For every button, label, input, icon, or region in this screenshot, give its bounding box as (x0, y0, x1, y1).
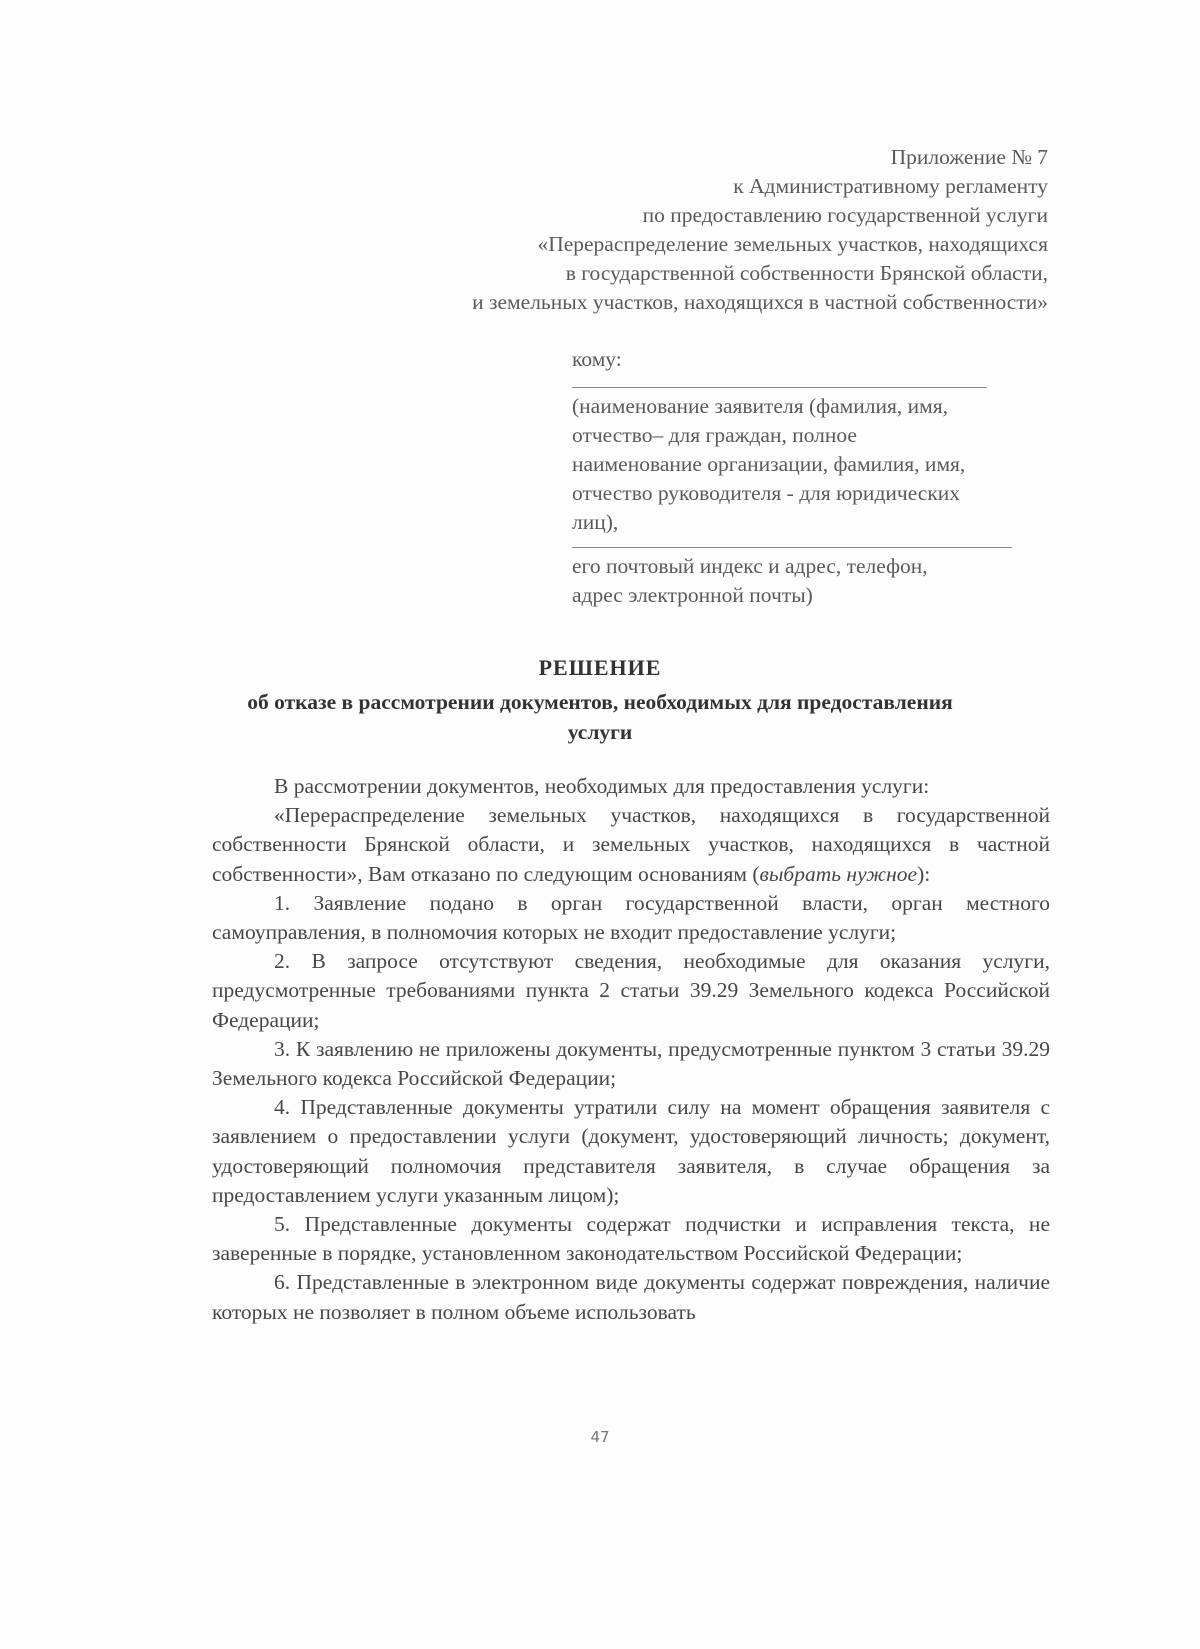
recipient-hint: лиц), (572, 510, 619, 534)
list-item: 5. Представленные документы содержат подчистки и исправления текста, не заверенные в порядке, установленном законодательством Российской Федерации; (212, 1212, 1050, 1266)
subtitle-line: услуги (567, 720, 633, 744)
recipient-hint: отчество– для граждан, полное (572, 423, 857, 447)
recipient-hint: его почтовый индекс и адрес, телефон, (572, 554, 928, 578)
recipient-name-line (572, 387, 987, 388)
list-item: 4. Представленные документы утратили силу на момент обращения заявителя с заявлением о предоставлении услуги (документ, удостоверяющий личность; документ, удостоверяющий полномочия представителя заявителя, в случае обращения за предоставлением услуги указанным лицом); (212, 1095, 1050, 1207)
list-item: 1. Заявление подано в орган государственной власти, орган местного самоуправления, в полномочия которых не входит предоставление услуги; (212, 890, 1050, 945)
body-paragraph: В рассмотрении документов, необходимых для предоставления услуги: (274, 774, 930, 798)
recipient-hint: отчество руководителя - для юридических (572, 481, 961, 505)
recipient-address-line (572, 547, 1012, 548)
recipient-hint: (наименование заявителя (фамилия, имя, (572, 394, 948, 418)
list-item: 6. Представленные в электронном виде документы содержат повреждения, наличие которых не позволяет в полном объеме использовать (212, 1270, 1050, 1324)
appendix-line: «Перераспределение земельных участков, находящихся (537, 232, 1048, 256)
recipient-hint: адрес электронной почты) (572, 583, 813, 607)
document-title: РЕШЕНИЕ (538, 655, 662, 680)
list-item: 2. В запросе отсутствуют сведения, необходимые для оказания услуги, предусмотренные требованиями пункта 2 статьи 39.29 Земельного кодекса Российской Федерации; (212, 949, 1050, 1032)
appendix-number: Приложение № 7 (890, 145, 1048, 169)
recipient-hint: наименование организации, фамилия, имя, (572, 452, 966, 476)
appendix-line: по предоставлению государственной услуги (642, 203, 1048, 227)
appendix-line: и земельных участков, находящихся в частной собственности» (472, 290, 1048, 314)
list-item: 3. К заявлению не приложены документы, предусмотренные пунктом 3 статьи 39.29 Земельного кодекса Российской Федерации; (212, 1036, 1050, 1091)
body-text: «Перераспределение земельных участков, находящихся в государственной собственности Брянской области, и земельных участков, находящихся в частной собственности», Вам отказано по следующим основаниям ( (212, 803, 1050, 886)
subtitle-line: об отказе в рассмотрении документов, необходимых для предоставления (247, 690, 953, 714)
recipient-to-label: кому: (572, 347, 622, 371)
page-number: 47 (590, 1428, 610, 1446)
appendix-line: к Административному регламенту (733, 174, 1048, 198)
appendix-header (348, 143, 1048, 317)
document-subtitle (150, 687, 1050, 747)
document-body (212, 772, 1050, 1327)
recipient-block (572, 345, 1012, 610)
body-italic-text: выбрать нужное (759, 861, 918, 886)
body-text: ): (917, 861, 931, 886)
appendix-line: в государственной собственности Брянской области, (565, 261, 1048, 285)
body-paragraph (212, 801, 1050, 889)
